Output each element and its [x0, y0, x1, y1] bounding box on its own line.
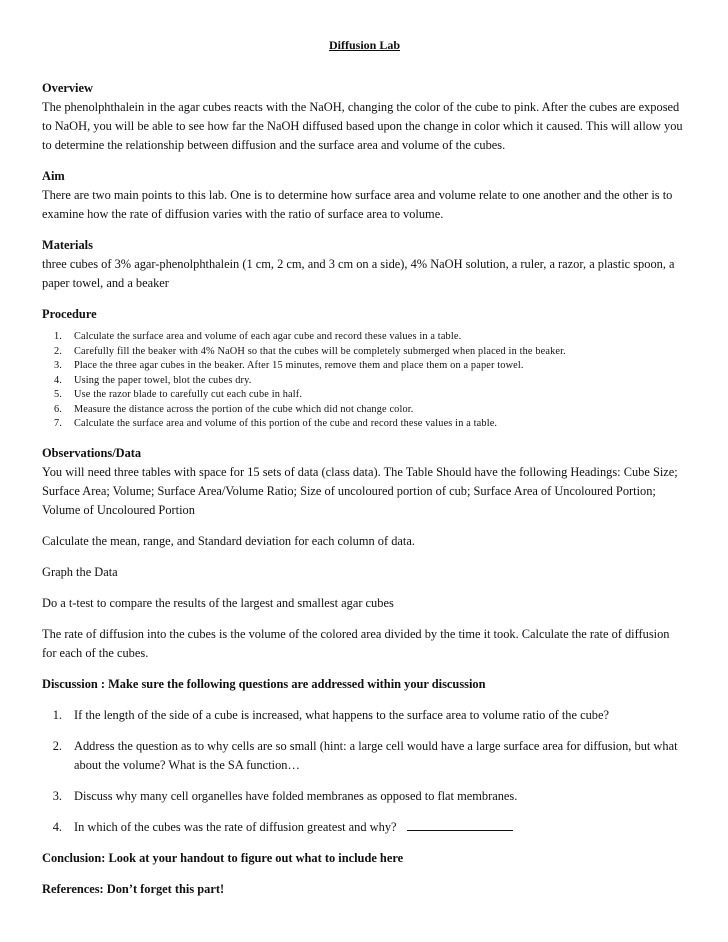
graph-text: Graph the Data	[42, 564, 118, 579]
procedure-heading: Procedure	[42, 307, 97, 321]
step-number: 1.	[53, 331, 62, 342]
discussion-heading: Discussion : Make sure the following questions are addressed within your discussion	[42, 676, 486, 691]
overview-text: The phenolphthalein in the agar cubes reacts with the NaOH, changing the color of the cube to pink. After the cubes are exposed to NaOH, you will be able to see how far the NaOH diffused based upon the change in color which it caused. This will allow you to determine the relationship between diffusion and the surface area and volume of the cubes.	[42, 100, 683, 152]
graph-paragraph	[42, 563, 687, 582]
references-heading: References: Don’t forget this part!	[42, 881, 225, 896]
conclusion-heading: Conclusion: Look at your handout to figure out what to include here	[42, 850, 404, 865]
step-number: 2.	[53, 345, 62, 357]
list-item	[42, 345, 687, 360]
question-number: 3.	[52, 788, 62, 803]
rate-text: The rate of diffusion into the cubes is the volume of the colored area divided by the time it took. Calculate the rate of diffusion for each of the cubes.	[42, 626, 670, 660]
step-text: Carefully fill the beaker with 4% NaOH so that the cubes will be completely submerged when placed in the beaker.	[74, 345, 566, 357]
procedure-list	[42, 330, 687, 432]
ttest-paragraph	[42, 594, 687, 613]
question-text: If the length of the side of a cube is increased, what happens to the surface area to volume ratio of the cube?	[74, 707, 609, 722]
question-text: In which of the cubes was the rate of diffusion greatest and why?	[74, 819, 397, 834]
question-number: 4.	[52, 819, 62, 834]
step-text: Place the three agar cubes in the beaker. After 15 minutes, remove them and place them on a paper towel.	[74, 360, 524, 371]
list-item	[42, 818, 687, 837]
step-text: Calculate the surface area and volume of this portion of the cube and record these values in a table.	[74, 418, 498, 429]
step-text: Use the razor blade to carefully cut each cube in half.	[74, 389, 303, 400]
calculate-paragraph	[42, 532, 687, 551]
discussion-list	[42, 706, 687, 837]
observations-section	[42, 444, 687, 520]
aim-section	[42, 167, 687, 224]
list-item	[42, 417, 687, 432]
question-text: Address the question as to why cells are so small (hint: a large cell would have a large surface area for diffusion, but what about the volume? What is the SA function…	[74, 738, 678, 772]
question-number: 2.	[52, 738, 62, 753]
step-text: Measure the distance across the portion of the cube which did not change color.	[74, 403, 414, 415]
observations-text: You will need three tables with space for 15 sets of data (class data). The Table Should have the following Headings: Cube Size; Surface Area; Volume; Surface Area/Volume Ratio; Size of uncoloured portion of cub; Surface Area of Uncoloured Portion; Volume of Uncoloured Portion	[42, 464, 678, 517]
procedure-section	[42, 305, 687, 432]
discussion-section	[42, 675, 687, 837]
step-number: 3.	[53, 360, 62, 371]
list-item	[42, 359, 687, 374]
step-number: 5.	[53, 389, 62, 400]
document-page	[42, 38, 687, 911]
materials-text: three cubes of 3% agar-phenolphthalein (1 cm, 2 cm, and 3 cm on a side), 4% NaOH solution, a ruler, a razor, a plastic spoon, a paper towel, and a beaker	[42, 257, 675, 290]
answer-blank-line	[407, 818, 513, 831]
list-item	[42, 403, 687, 418]
observations-heading: Observations/Data	[42, 445, 142, 460]
list-item	[42, 737, 687, 775]
question-text: Discuss why many cell organelles have folded membranes as opposed to flat membranes.	[74, 788, 518, 803]
ttest-text: Do a t-test to compare the results of the largest and smallest agar cubes	[42, 595, 394, 610]
aim-text: There are two main points to this lab. One is to determine how surface area and volume relate to one another and the other is to examine how the rate of diffusion varies with the ratio of surface area to volume.	[42, 188, 673, 221]
references-section	[42, 880, 687, 899]
question-number: 1.	[52, 707, 62, 722]
list-item	[42, 388, 687, 403]
list-item	[42, 330, 687, 345]
rate-paragraph	[42, 625, 687, 663]
list-item	[42, 374, 687, 389]
step-text: Using the paper towel, blot the cubes dry.	[74, 374, 252, 386]
conclusion-section	[42, 849, 687, 868]
aim-heading: Aim	[42, 169, 65, 183]
step-number: 7.	[53, 418, 62, 429]
document-title: Diffusion Lab	[328, 38, 401, 52]
materials-section	[42, 236, 687, 293]
materials-heading: Materials	[42, 238, 93, 252]
list-item	[42, 787, 687, 806]
overview-section	[42, 79, 687, 155]
calculate-text: Calculate the mean, range, and Standard deviation for each column of data.	[42, 533, 415, 548]
list-item	[42, 706, 687, 725]
step-text: Calculate the surface area and volume of each agar cube and record these values in a table.	[74, 331, 462, 342]
step-number: 4.	[53, 374, 62, 386]
step-number: 6.	[53, 403, 62, 415]
overview-heading: Overview	[42, 81, 93, 95]
